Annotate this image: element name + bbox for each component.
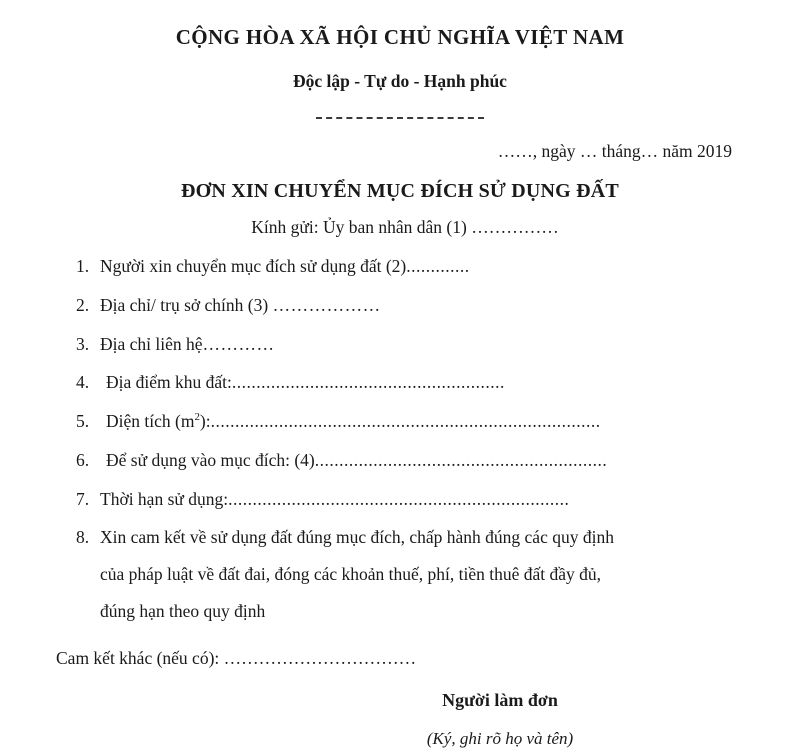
item-label: Thời hạn sử dụng: <box>100 488 229 509</box>
dotted-leader: ................................................................................ <box>210 411 601 432</box>
signer-title: Người làm đơn <box>442 690 558 711</box>
dotted-leader: ............................................................ <box>314 449 608 470</box>
list-item <box>0 449 800 472</box>
item-number: 4. <box>76 372 90 393</box>
item-number: 8. <box>76 527 90 548</box>
document-title: ĐƠN XIN CHUYỂN MỤC ĐÍCH SỬ DỤNG ĐẤT <box>181 180 619 203</box>
addressee-line: Kính gửi: Ủy ban nhân dân (1) …………… <box>251 217 559 238</box>
dotted-leader: ………… <box>202 333 275 354</box>
item-label: Địa chỉ liên hệ <box>100 333 203 354</box>
commitment-line-1: Xin cam kết về sử dụng đất đúng mục đích, chấp hành đúng các quy định <box>100 527 614 548</box>
dashed-separator-icon <box>316 117 484 119</box>
item-text-wrapper <box>100 488 745 511</box>
item-text-wrapper <box>106 449 745 472</box>
list-item <box>0 410 800 433</box>
square-meter-superscript: 2 <box>194 411 200 424</box>
item-number: 5. <box>76 411 90 432</box>
item-text-wrapper <box>100 294 745 317</box>
list-item <box>0 255 800 278</box>
item-text-wrapper <box>100 255 745 278</box>
item-number: 6. <box>76 449 90 470</box>
item-number: 3. <box>76 333 90 354</box>
commitment-line-2: của pháp luật về đất đai, đóng các khoản thuế, phí, tiền thuê đất đầy đủ, <box>100 564 602 585</box>
item-label: Địa điểm khu đất: <box>106 372 232 393</box>
national-motto: Độc lập - Tự do - Hạnh phúc <box>293 71 507 92</box>
item-label: Địa chỉ/ trụ sở chính (3) <box>100 294 273 315</box>
commitment-line-3: đúng hạn theo quy định <box>100 600 266 621</box>
dotted-leader: ……………… <box>272 294 381 315</box>
list-item <box>0 294 800 317</box>
list-item <box>0 526 800 622</box>
item-text-wrapper <box>106 371 745 394</box>
date-line: ……, ngày … tháng… năm 2019 <box>497 141 732 162</box>
national-heading: CỘNG HÒA XÃ HỘI CHỦ NGHĨA VIỆT NAM <box>175 25 625 49</box>
item-text-wrapper <box>100 333 745 356</box>
signature-block <box>0 669 800 749</box>
item-label: Người xin chuyển mục đích sử dụng đất (2) <box>100 256 407 277</box>
dotted-leader: ........................................................ <box>231 372 505 393</box>
item-label: Để sử dụng vào mục đích: (4) <box>106 449 315 470</box>
list-item <box>0 333 800 356</box>
item-label-suffix: ): <box>199 411 211 432</box>
dotted-leader: ............. <box>406 256 470 277</box>
list-item <box>0 488 800 511</box>
list-item <box>0 371 800 394</box>
numbered-item-list <box>0 238 800 623</box>
other-commitment-line: Cam kết khác (nếu có): …………………………… <box>56 647 417 668</box>
signer-note: (Ký, ghi rõ họ và tên) <box>426 728 574 748</box>
item-number: 1. <box>76 256 90 277</box>
item-label: Diện tích (m <box>106 411 195 432</box>
item-text-wrapper <box>106 410 745 433</box>
item-number: 2. <box>76 294 90 315</box>
separator-rule-wrapper <box>0 92 800 128</box>
item-number: 7. <box>76 488 90 509</box>
dotted-leader: ...................................................................... <box>228 488 570 509</box>
